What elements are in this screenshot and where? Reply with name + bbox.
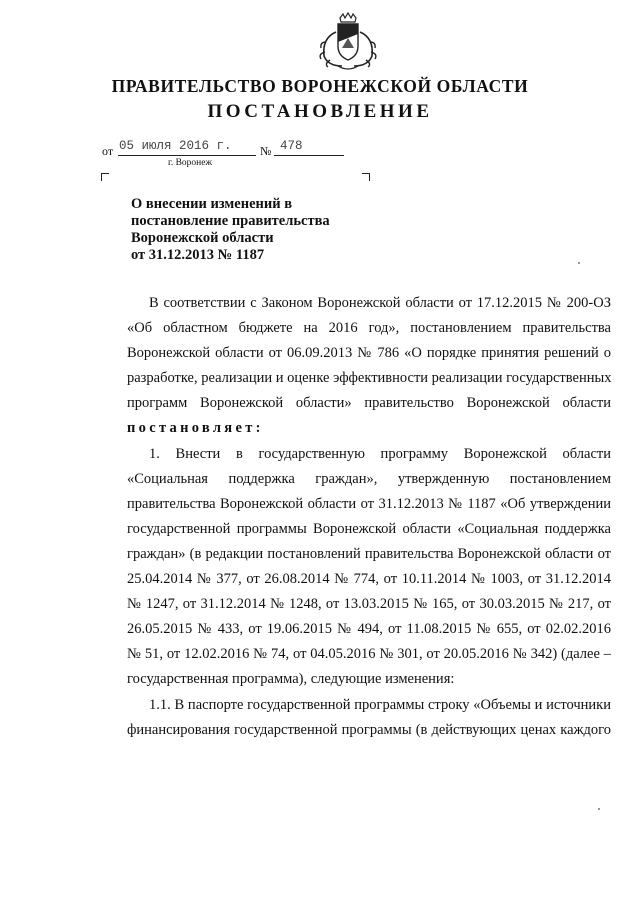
body-line: 1. Внести в государственную программу Воронежской области (149, 445, 611, 462)
body-line: граждан» (в редакции постановлений правительства Воронежской области от (127, 545, 611, 562)
subject-line: О внесении изменений в (131, 196, 293, 212)
date-label: от (102, 144, 114, 158)
document-subject (131, 196, 391, 264)
subject-line: постановление правительства (131, 213, 330, 229)
subject-line: от 31.12.2013 № 1187 (131, 247, 265, 263)
subject-bracket-left (101, 173, 109, 181)
body-line: «Об областном бюджете на 2016 год», постановлением правительства (127, 320, 611, 337)
number-label: № (260, 144, 272, 158)
subject-line: Воронежской области (131, 230, 274, 246)
scan-speck (598, 808, 600, 810)
body-line: разработке, реализации и оценке эффективности реализации государственных (127, 370, 612, 387)
number-underline (274, 155, 344, 156)
body-line: В соответствии с Законом Воронежской области от 17.12.2015 № 200-ОЗ (149, 295, 611, 311)
body-line-resolves: постановляет: (127, 420, 264, 437)
organization-title: ПРАВИТЕЛЬСТВО ВОРОНЕЖСКОЙ ОБЛАСТИ (111, 76, 529, 96)
voronezh-coat-of-arms-icon (312, 12, 384, 74)
body-line: государственной программы Воронежской области «Социальная поддержка (127, 520, 611, 537)
document-type-title: ПОСТАНОВЛЕНИЕ (207, 101, 433, 122)
document-date: 05 июля 2016 г. (119, 139, 232, 153)
body-line: 26.05.2015 № 433, от 19.06.2015 № 494, от 11.08.2015 № 655, от 02.02.2016 (127, 621, 611, 638)
document-meta (102, 138, 462, 160)
body-line: финансирования государственной программы (в действующих ценах каждого (127, 721, 611, 738)
document-number: 478 (280, 139, 303, 153)
subject-bracket-right (362, 173, 370, 181)
body-line: Воронежской области от 06.09.2013 № 786 «О порядке принятия решений о (127, 345, 611, 362)
body-line: государственная программа), следующие изменения: (127, 671, 455, 688)
body-line: правительства Воронежской области от 31.12.2013 № 1187 «Об утверждении (127, 495, 611, 512)
body-line: «Социальная поддержка граждан», утвержденную постановлением (127, 470, 611, 487)
body-line: программ Воронежской области» правительство Воронежской области (127, 395, 611, 412)
body-line: 1.1. В паспорте государственной программы строку «Объемы и источники (149, 696, 611, 713)
body-line: № 51, от 12.02.2016 № 74, от 04.05.2016 № 301, от 20.05.2016 № 342) (далее – (127, 646, 611, 663)
city-label: г. Воронеж (168, 158, 213, 168)
body-line: № 1247, от 31.12.2014 № 1248, от 13.03.2015 № 165, от 30.03.2015 № 217, от (127, 596, 611, 613)
document-body (127, 291, 611, 743)
date-underline (118, 155, 256, 156)
scan-speck (578, 262, 580, 264)
body-line: 25.04.2014 № 377, от 26.08.2014 № 774, от 10.11.2014 № 1003, от 31.12.2014 (127, 571, 611, 588)
